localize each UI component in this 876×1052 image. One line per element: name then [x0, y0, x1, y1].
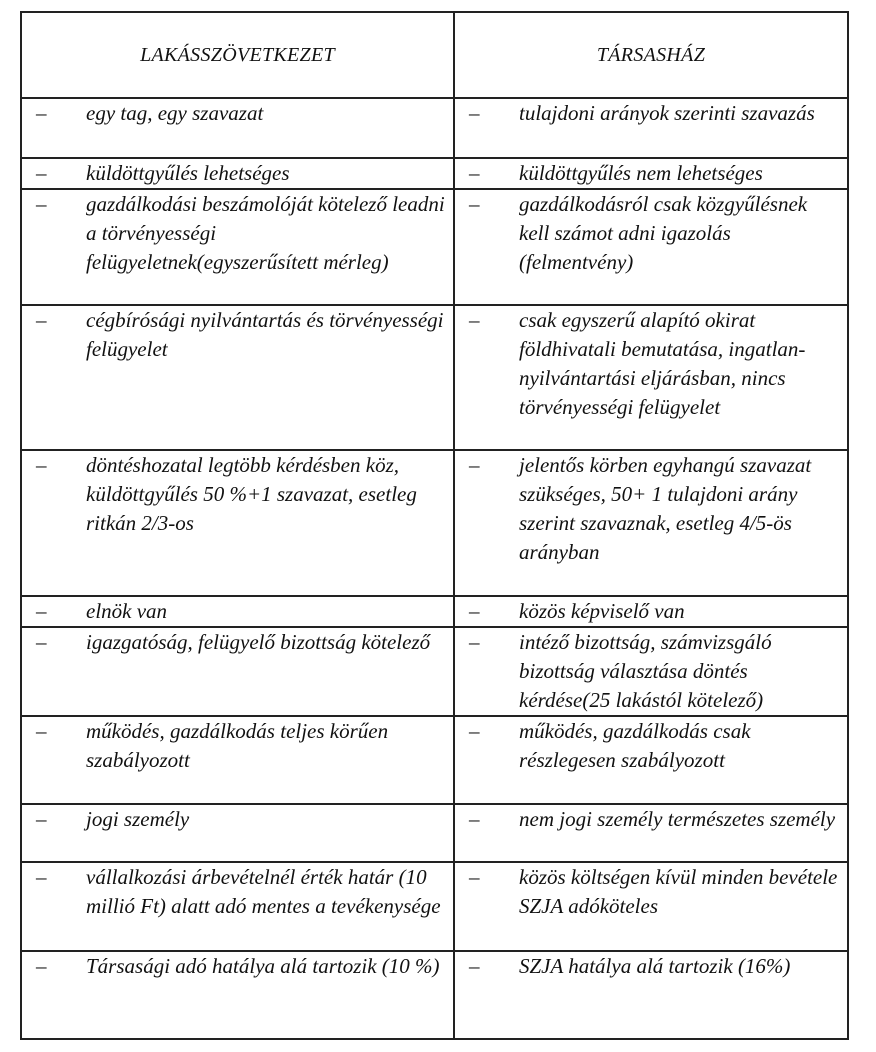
table-row: [21, 305, 848, 450]
cell-text: működés, gazdálkodás csak részlegesen szabályozott: [519, 719, 751, 772]
table-row: [21, 98, 848, 158]
comparison-table: [20, 11, 849, 1040]
table-row: [21, 951, 848, 1039]
bullet-dash: –: [36, 308, 47, 332]
cell-text: küldöttgyűlés nem lehetséges: [519, 161, 763, 185]
table-row: [21, 450, 848, 596]
cell-right: [454, 189, 848, 305]
bullet-dash: –: [36, 719, 47, 743]
cell-left: [21, 951, 454, 1039]
cell-left: [21, 862, 454, 951]
cell-text: nem jogi személy természetes személy: [519, 807, 836, 831]
cell-left: [21, 158, 454, 189]
cell-text: működés, gazdálkodás teljes körűen szabályozott: [86, 719, 389, 772]
cell-text: igazgatóság, felügyelő bizottság kötelező: [86, 630, 431, 654]
header-row: [21, 12, 848, 98]
header-left: LAKÁSSZÖVETKEZET: [21, 12, 454, 98]
cell-right: [454, 450, 848, 596]
cell-text: elnök van: [86, 599, 168, 623]
cell-text: vállalkozási árbevételnél érték határ (10 millió Ft) alatt adó mentes a tevékenysége: [86, 865, 441, 918]
cell-right: [454, 627, 848, 716]
bullet-dash: –: [469, 599, 480, 623]
cell-text: csak egyszerű alapító okirat földhivatali bemutatása, ingatlan-nyilvántartási eljárásban, nincs törvényességi felügyelet: [519, 308, 806, 419]
cell-text: gazdálkodásról csak közgyűlésnek kell számot adni igazolás (felmentvény): [519, 192, 808, 274]
cell-text: intéző bizottság, számvizsgáló bizottság választása döntés kérdése(25 lakástól kötelező): [519, 630, 772, 712]
cell-right: [454, 305, 848, 450]
cell-text: egy tag, egy szavazat: [86, 101, 264, 125]
bullet-dash: –: [469, 954, 480, 978]
cell-left: [21, 450, 454, 596]
cell-left: [21, 804, 454, 862]
cell-text: közös képviselő van: [519, 599, 685, 623]
cell-right: [454, 862, 848, 951]
cell-text: SZJA hatálya alá tartozik (16%): [519, 954, 791, 978]
bullet-dash: –: [469, 865, 480, 889]
cell-right: [454, 596, 848, 627]
bullet-dash: –: [469, 719, 480, 743]
bullet-dash: –: [469, 630, 480, 654]
table-row: [21, 627, 848, 716]
table-row: [21, 158, 848, 189]
cell-text: jogi személy: [86, 807, 190, 831]
cell-right: [454, 804, 848, 862]
bullet-dash: –: [469, 807, 480, 831]
bullet-dash: –: [469, 453, 480, 477]
bullet-dash: –: [36, 161, 47, 185]
cell-left: [21, 716, 454, 804]
cell-left: [21, 596, 454, 627]
cell-right: [454, 951, 848, 1039]
bullet-dash: –: [36, 101, 47, 125]
cell-text: gazdálkodási beszámolóját kötelező leadni a törvényességi felügyeletnek(egyszerűsített mérleg): [86, 192, 445, 274]
bullet-dash: –: [469, 308, 480, 332]
cell-left: [21, 305, 454, 450]
cell-text: Társasági adó hatálya alá tartozik (10 %): [86, 954, 440, 978]
bullet-dash: –: [469, 192, 480, 216]
bullet-dash: –: [469, 161, 480, 185]
bullet-dash: –: [36, 954, 47, 978]
cell-text: küldöttgyűlés lehetséges: [86, 161, 290, 185]
header-right: TÁRSASHÁZ: [454, 12, 848, 98]
bullet-dash: –: [469, 101, 480, 125]
table-row: [21, 716, 848, 804]
cell-left: [21, 98, 454, 158]
cell-text: döntéshozatal legtöbb kérdésben köz, küldöttgyűlés 50 %+1 szavazat, esetleg ritkán 2/3-os: [86, 453, 417, 535]
bullet-dash: –: [36, 865, 47, 889]
cell-text: cégbírósági nyilvántartás és törvényességi felügyelet: [86, 308, 444, 361]
bullet-dash: –: [36, 630, 47, 654]
cell-text: jelentős körben egyhangú szavazat szükséges, 50+ 1 tulajdoni arány szerint szavaznak, esetleg 4/5-ös arányban: [519, 453, 812, 564]
cell-right: [454, 716, 848, 804]
cell-right: [454, 158, 848, 189]
bullet-dash: –: [36, 807, 47, 831]
table-row: [21, 189, 848, 305]
cell-text: tulajdoni arányok szerinti szavazás: [519, 101, 815, 125]
cell-left: [21, 189, 454, 305]
table-row: [21, 596, 848, 627]
table-row: [21, 862, 848, 951]
bullet-dash: –: [36, 192, 47, 216]
bullet-dash: –: [36, 453, 47, 477]
cell-left: [21, 627, 454, 716]
bullet-dash: –: [36, 599, 47, 623]
cell-right: [454, 98, 848, 158]
cell-text: közös költségen kívül minden bevétele SZJA adóköteles: [519, 865, 838, 918]
table-row: [21, 804, 848, 862]
